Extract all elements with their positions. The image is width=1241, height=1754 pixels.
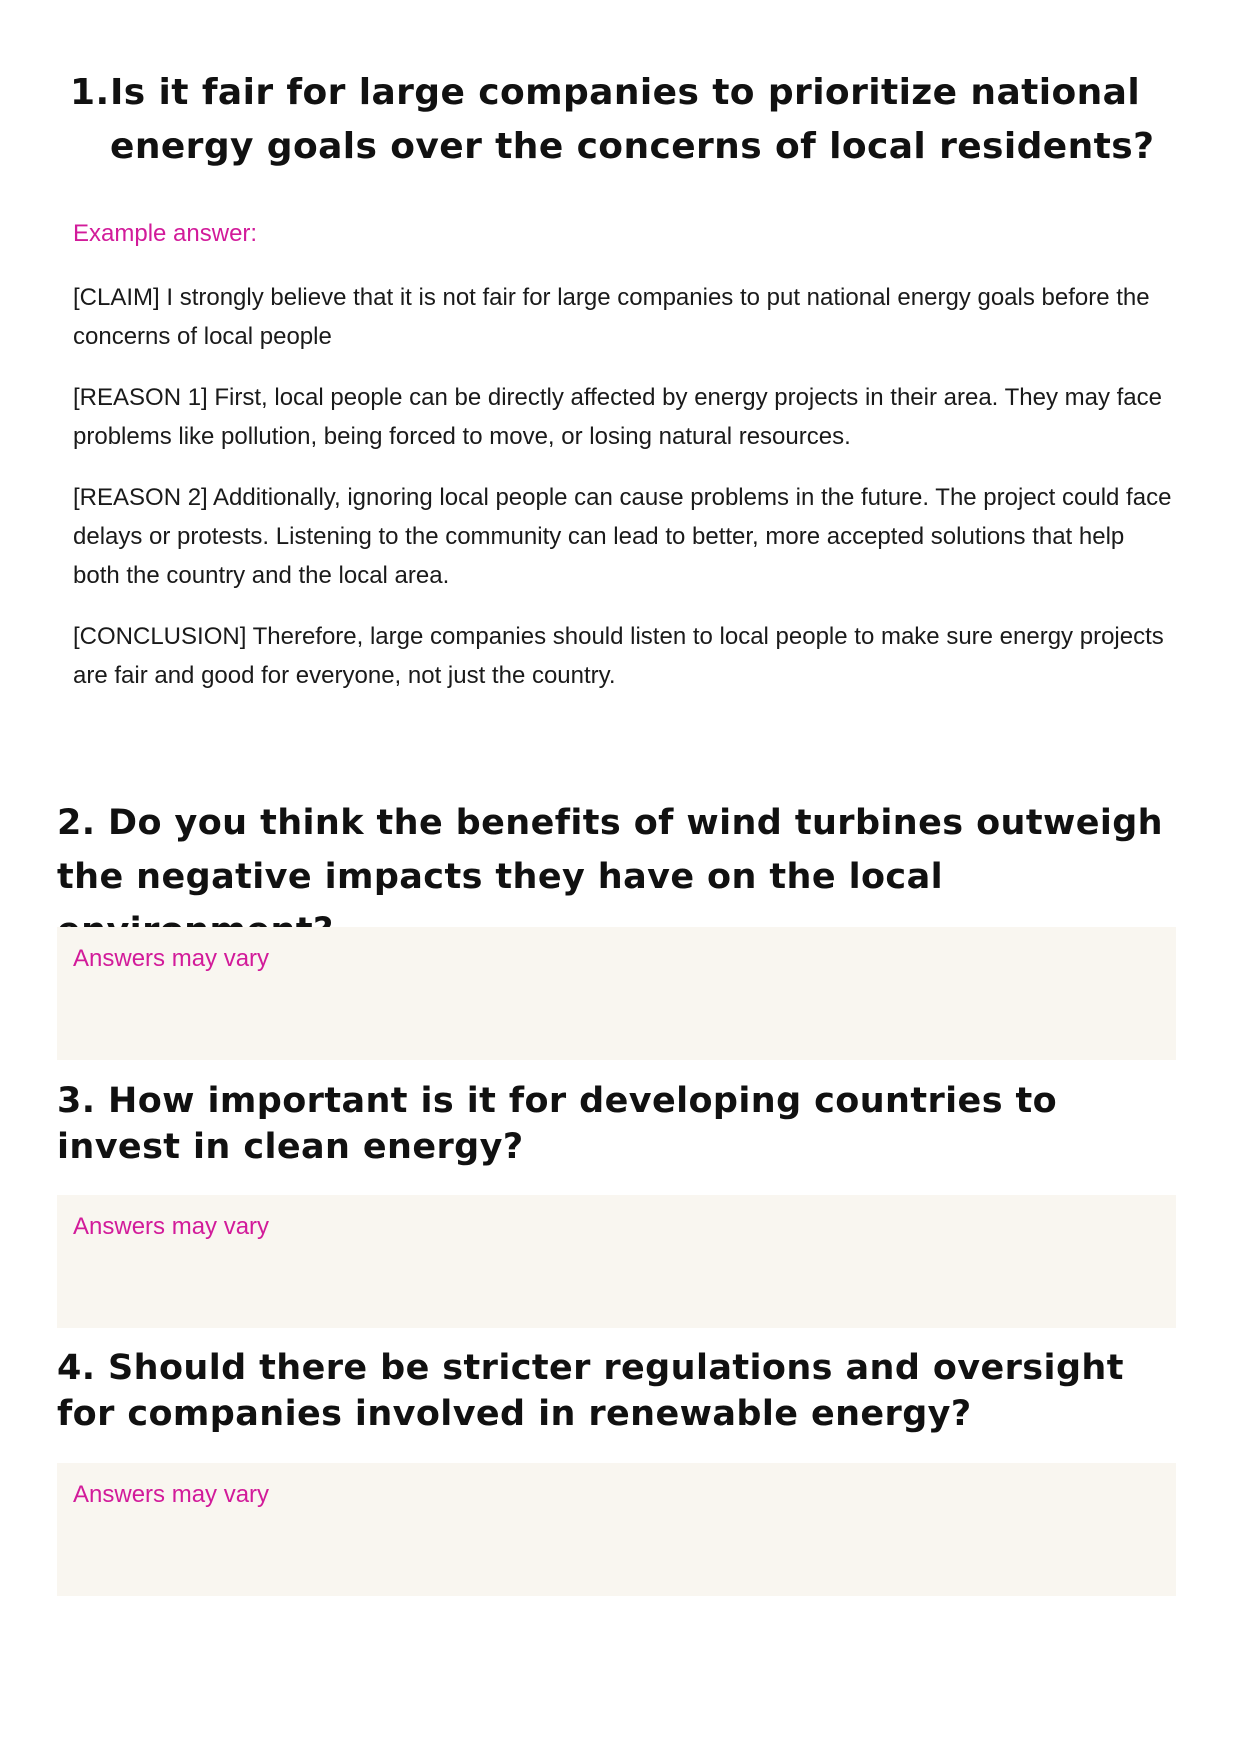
- claim-paragraph: [CLAIM] I strongly believe that it is not fair for large companies to put national energy goals before the concerns of local people: [73, 284, 1150, 350]
- question-2-answer-text: Answers may vary: [73, 945, 270, 972]
- conclusion-paragraph: [CONCLUSION] Therefore, large companies should listen to local people to make sure energy projects are fair and good for everyone, not just the country.: [73, 623, 1164, 689]
- reason-2-paragraph: [REASON 2] Additionally, ignoring local people can cause problems in the future. The project could face delays or protests. Listening to the community can lead to better, more accepted solutions that help both the country and the local area.: [73, 484, 1172, 589]
- example-answer-label: Example answer:: [73, 220, 258, 247]
- question-2-answer-box[interactable]: [57, 927, 1176, 1060]
- question-4-answer-box[interactable]: [57, 1463, 1176, 1596]
- reason-1-paragraph: [REASON 1] First, local people can be directly affected by energy projects in their area. They may face problems like pollution, being forced to move, or losing natural resources.: [73, 384, 1162, 450]
- question-4-answer-text: Answers may vary: [73, 1481, 270, 1508]
- question-3-answer-box[interactable]: [57, 1195, 1176, 1328]
- question-1-number: 1.: [70, 72, 110, 113]
- question-2-heading: 2. Do you think the benefits of wind turbines outweigh the negative impacts they have on the local: [57, 803, 1164, 897]
- question-1-text: Is it fair for large companies to prioritize national energy goals over the concerns of local residents?: [110, 72, 1155, 167]
- question-3-answer-text: Answers may vary: [73, 1213, 270, 1240]
- question-3-heading: 3. How important is it for developing countries to invest in clean energy?: [57, 1081, 1058, 1167]
- question-1-heading: [70, 66, 1160, 174]
- question-4-heading: 4. Should there be stricter regulations and oversight for companies involved in renewable energy?: [57, 1348, 1124, 1434]
